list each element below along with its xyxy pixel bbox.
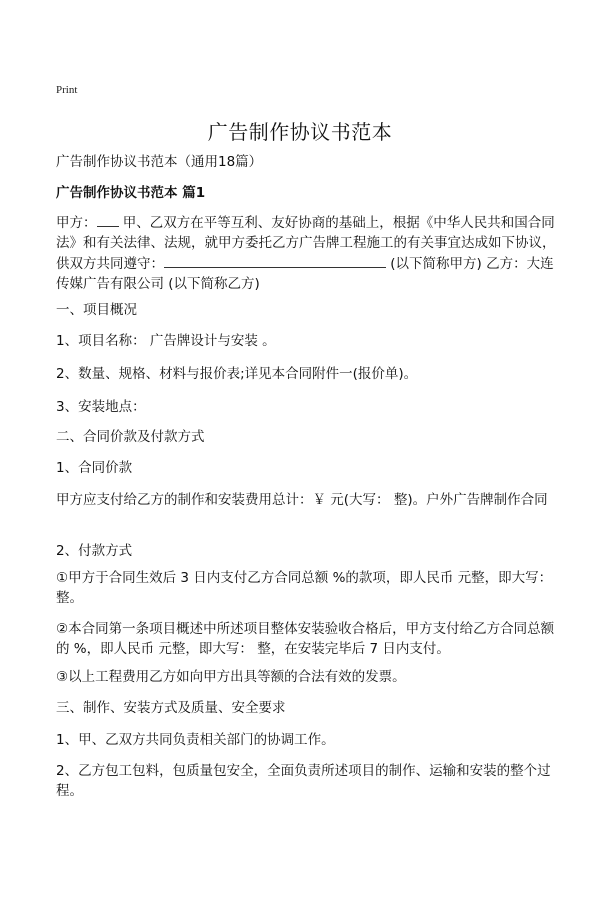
document-title: 广告制作协议书范本 (207, 120, 393, 144)
party-a-blank (97, 212, 119, 227)
section-2-heading: 二、合同价款及付款方式 (56, 429, 205, 445)
contractor-responsibility-clause: 2、乙方包工包料，包质量包安全，全面负责所述项目的制作、运输和安装的整个过程。 (56, 763, 551, 799)
party-paragraph (56, 212, 556, 294)
party-agreement-text: 甲、乙双方在平等互利、友好协商的基础上，根据《中华人民共和国合同法》和有关法律、法规，就甲方委托乙方广告牌工程施工的有关事宜达成如下协议，供双方共同遵守： (56, 215, 556, 272)
payment-method-heading: 2、付款方式 (56, 543, 133, 559)
coordination-clause: 1、甲、乙双方共同负责相关部门的协调工作。 (56, 732, 335, 748)
install-location: 3、安装地点： (56, 399, 146, 415)
payment-clause-1: ①甲方于合同生效后 3 日内支付乙方合同总额 %的款项，即人民币 元整，即大写：整。 (56, 570, 553, 606)
print-label: Print (56, 84, 78, 96)
section-3-heading: 三、制作、安装方式及质量、安全要求 (56, 700, 286, 716)
section-1-heading: 一、项目概况 (56, 302, 137, 318)
quantity-spec: 2、数量、规格、材料与报价表;详见本合同附件一(报价单)。 (56, 366, 418, 382)
project-name: 1、项目名称： 广告牌设计与安装 。 (56, 333, 276, 349)
payment-clause-2: ②本合同第一条项目概述中所述项目整体安装验收合格后，甲方支付给乙方合同总额的 %，即人民币 元整，即大写： 整，在安装完毕后 7 日内支付。 (56, 621, 555, 657)
payment-clause-3: ③以上工程费用乙方如向甲方出具等额的合法有效的发票。 (56, 669, 406, 685)
party-b-text: (以下简称甲方) 乙方：大连 传媒广告有限公司 (以下简称乙方) (56, 256, 554, 292)
party-a-label: 甲方： (56, 215, 97, 231)
contract-price-heading: 1、合同价款 (56, 460, 133, 476)
signature-blank (164, 253, 386, 268)
contract-price-text: 甲方应支付给乙方的制作和安装费用总计：￥ 元(大写： 整)。户外广告牌制作合同 (56, 492, 548, 508)
document-subtitle: 广告制作协议书范本（通用18篇） (56, 154, 263, 170)
section-heading: 广告制作协议书范本 篇1 (56, 185, 206, 201)
